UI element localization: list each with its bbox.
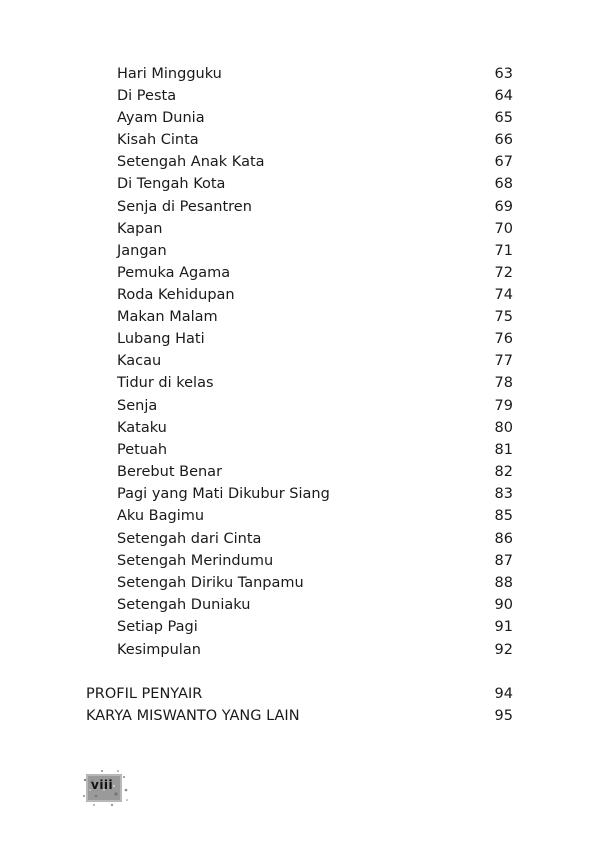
toc-entry-title: Roda Kehidupan [117, 287, 235, 303]
toc-entry-page: 64 [494, 88, 513, 104]
toc-entry-title: Di Tengah Kota [117, 176, 226, 192]
toc-entry-title: Setengah dari Cinta [117, 531, 262, 547]
toc-entry-title: Petuah [117, 442, 168, 458]
toc-entry-page: 79 [494, 398, 513, 414]
toc-entry-page: 86 [494, 531, 513, 547]
toc-entry-page: 68 [494, 176, 513, 192]
toc-entry-title: Senja [117, 398, 158, 414]
toc-entry-title: Pemuka Agama [117, 265, 231, 281]
toc-entry-page: 65 [494, 110, 513, 126]
toc-entry-title: Setengah Diriku Tanpamu [117, 575, 304, 591]
toc-entry-title: Pagi yang Mati Dikubur Siang [117, 486, 330, 502]
page-number-badge [82, 768, 130, 808]
toc-entry-page: 92 [494, 642, 513, 658]
toc-entry-page: 87 [494, 553, 513, 569]
toc-entry-page: 63 [494, 66, 513, 82]
toc-entry-page: 76 [494, 331, 513, 347]
toc-entry-title: Hari Mingguku [117, 66, 222, 82]
toc-entry-title: Ayam Dunia [117, 110, 205, 126]
page-number: viii [91, 778, 114, 792]
toc-entry-title: Kisah Cinta [117, 132, 199, 148]
toc-entry-title: Tidur di kelas [117, 375, 214, 391]
toc-entry-title: Kacau [117, 353, 162, 369]
toc-entry-title: Lubang Hati [117, 331, 205, 347]
toc-entry-page: 81 [494, 442, 513, 458]
toc-entry-title: Setengah Merindumu [117, 553, 274, 569]
toc-entry-page: 85 [494, 508, 513, 524]
toc-entry-page: 91 [494, 619, 513, 635]
toc-entry-title: Setengah Anak Kata [117, 154, 265, 170]
toc-entry-title: Berebut Benar [117, 464, 223, 480]
toc-entry-page: 78 [494, 375, 513, 391]
toc-section-page: 94 [494, 686, 513, 702]
toc-entry-page: 70 [494, 221, 513, 237]
toc-entry-page: 67 [494, 154, 513, 170]
toc-entry-title: Aku Bagimu [117, 508, 205, 524]
toc-entry-title: Kesimpulan [117, 642, 201, 658]
toc-entry-page: 72 [494, 265, 513, 281]
toc-section-page: 95 [494, 708, 513, 724]
toc-entry-page: 77 [494, 353, 513, 369]
toc-entry-page: 66 [494, 132, 513, 148]
toc-entry-page: 71 [494, 243, 513, 259]
toc-entry-title: Jangan [117, 243, 167, 259]
toc-entry-title: Di Pesta [117, 88, 177, 104]
toc-entry-page: 83 [494, 486, 513, 502]
toc-entry-page: 90 [494, 597, 513, 613]
toc-entry-page: 82 [494, 464, 513, 480]
toc-entry-page: 88 [494, 575, 513, 591]
toc-entry-page: 80 [494, 420, 513, 436]
toc-entry-title: Setengah Duniaku [117, 597, 251, 613]
toc-entry-title: Kataku [117, 420, 167, 436]
toc-entry-page: 69 [494, 199, 513, 215]
toc-entry-page: 75 [494, 309, 513, 325]
toc-entry-title: Kapan [117, 221, 163, 237]
toc-entry-page: 74 [494, 287, 513, 303]
toc-entry-title: Senja di Pesantren [117, 199, 252, 215]
toc-entry-title: Makan Malam [117, 309, 218, 325]
toc-entry-title: Setiap Pagi [117, 619, 198, 635]
toc-section-title: KARYA MISWANTO YANG LAIN [86, 708, 300, 724]
toc-section-title: PROFIL PENYAIR [86, 686, 203, 702]
